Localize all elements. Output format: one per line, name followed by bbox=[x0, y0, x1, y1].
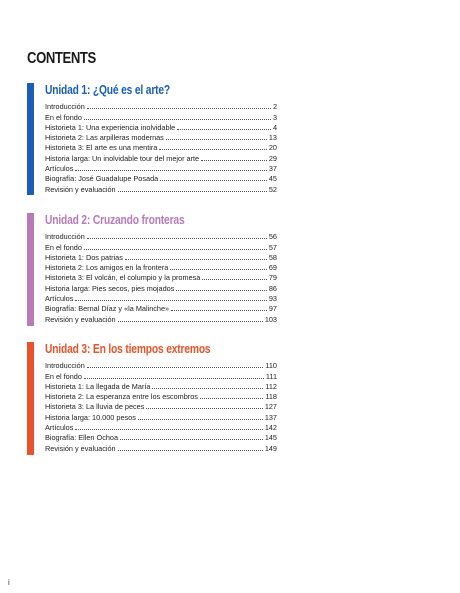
dot-leader bbox=[87, 107, 271, 109]
dot-leader bbox=[152, 387, 263, 389]
toc-entry[interactable] bbox=[45, 370, 277, 380]
toc-entry-label: Revisión y evaluación bbox=[45, 443, 116, 453]
toc-entry[interactable] bbox=[45, 132, 277, 142]
toc-entry-page: 2 bbox=[272, 102, 277, 112]
toc-entry-page: 13 bbox=[268, 133, 277, 143]
dot-leader bbox=[84, 248, 267, 250]
toc-entry-page: 4 bbox=[272, 122, 277, 132]
toc-entry-label: Historia larga: 10.000 pesos bbox=[45, 412, 136, 422]
toc-entry-label: Historia larga: Un inolvidable tour del mejor arte bbox=[45, 153, 200, 163]
toc-entry[interactable] bbox=[45, 183, 277, 193]
toc-entry-label: Historieta 2: Las arpilleras modernas bbox=[45, 133, 164, 143]
toc-entry-label: En el fondo bbox=[45, 371, 82, 381]
toc-entry-page: 45 bbox=[268, 174, 277, 184]
toc-entry-label: Introducción bbox=[45, 232, 85, 242]
dot-leader bbox=[170, 268, 267, 270]
dot-leader bbox=[118, 320, 263, 322]
toc-entry-page: 127 bbox=[264, 402, 277, 412]
toc-entry[interactable] bbox=[45, 401, 277, 411]
dot-leader bbox=[177, 128, 271, 130]
toc-entry-label: Introducción bbox=[45, 361, 85, 371]
dot-leader bbox=[118, 190, 267, 192]
toc-entry-label: Biografía: José Guadalupe Posada bbox=[45, 174, 159, 184]
page-title: CONTENTS bbox=[27, 50, 96, 67]
toc-entry-page: 37 bbox=[268, 164, 277, 174]
unit-title[interactable]: Unidad 2: Cruzando fronteras bbox=[45, 213, 185, 227]
toc-entry-label: Artículos bbox=[45, 423, 74, 433]
toc-entry-label: Historieta 3: El arte es una mentira bbox=[45, 143, 158, 153]
toc-entry-page: 145 bbox=[264, 433, 277, 443]
dot-leader bbox=[120, 438, 263, 440]
toc-entry-label: Historieta 1: Dos patrias bbox=[45, 252, 123, 262]
page-number: i bbox=[8, 578, 10, 587]
toc-entry-label: En el fondo bbox=[45, 242, 82, 252]
toc-entry[interactable] bbox=[45, 252, 277, 262]
unit-section bbox=[27, 342, 277, 455]
dot-leader bbox=[87, 237, 267, 239]
dot-leader bbox=[160, 179, 267, 181]
toc-entry[interactable] bbox=[45, 101, 277, 111]
toc-list bbox=[45, 101, 277, 194]
toc-entry-label: Historieta 3: La lluvia de peces bbox=[45, 402, 145, 412]
toc-entry[interactable] bbox=[45, 111, 277, 121]
toc-entry-page: 111 bbox=[265, 371, 277, 381]
dot-leader bbox=[166, 138, 267, 140]
toc-entry-label: Historieta 3: El volcán, el columpio y la promesa bbox=[45, 273, 201, 283]
toc-entry[interactable] bbox=[45, 122, 277, 132]
toc-entry[interactable] bbox=[45, 432, 277, 442]
toc-entry[interactable] bbox=[45, 422, 277, 432]
toc-entry-page: 137 bbox=[264, 412, 277, 422]
toc-entry-page: 97 bbox=[268, 304, 277, 314]
toc-entry[interactable] bbox=[45, 381, 277, 391]
unit-color-bar bbox=[27, 83, 34, 195]
toc-entry-page: 112 bbox=[265, 381, 277, 391]
toc-entry-label: Revisión y evaluación bbox=[45, 184, 116, 194]
toc-list bbox=[45, 360, 277, 453]
toc-entry-page: 93 bbox=[268, 294, 277, 304]
toc-entry-label: Revisión y evaluación bbox=[45, 314, 116, 324]
dot-leader bbox=[125, 258, 267, 260]
toc-entry-label: Historieta 2: La esperanza entre los escombros bbox=[45, 392, 198, 402]
toc-entry-page: 3 bbox=[272, 112, 277, 122]
dot-leader bbox=[75, 169, 266, 171]
dot-leader bbox=[84, 118, 271, 120]
dot-leader bbox=[176, 289, 267, 291]
unit-color-bar bbox=[27, 342, 34, 455]
dot-leader bbox=[138, 418, 263, 420]
toc-entry[interactable] bbox=[45, 272, 277, 282]
toc-entry[interactable] bbox=[45, 152, 277, 162]
toc-entry-label: Historia larga: Pies secos, pies mojados bbox=[45, 283, 175, 293]
toc-entry-label: Historieta 2: Los amigos en la frontera bbox=[45, 263, 169, 273]
toc-entry[interactable] bbox=[45, 262, 277, 272]
toc-entry-page: 29 bbox=[268, 153, 277, 163]
toc-entry[interactable] bbox=[45, 241, 277, 251]
unit-section bbox=[27, 213, 277, 326]
toc-entry-label: Historieta 1: Una experiencia inolvidable bbox=[45, 122, 176, 132]
unit-title[interactable]: Unidad 3: En los tiempos extremos bbox=[45, 342, 211, 356]
toc-entry-label: Biografía: Ellen Ochoa bbox=[45, 433, 119, 443]
toc-entry-page: 86 bbox=[268, 283, 277, 293]
toc-entry[interactable] bbox=[45, 173, 277, 183]
toc-entry[interactable] bbox=[45, 163, 277, 173]
toc-entry-page: 56 bbox=[268, 232, 277, 242]
dot-leader bbox=[146, 407, 262, 409]
toc-entry-label: Biografía: Bernal Díaz y «la Malinche» bbox=[45, 304, 170, 314]
toc-entry[interactable] bbox=[45, 282, 277, 292]
toc-entry[interactable] bbox=[45, 303, 277, 313]
dot-leader bbox=[118, 449, 263, 451]
toc-entry-label: Artículos bbox=[45, 164, 74, 174]
toc-entry-page: 58 bbox=[268, 252, 277, 262]
toc-entry-page: 57 bbox=[268, 242, 277, 252]
dot-leader bbox=[75, 428, 262, 430]
unit-color-bar bbox=[27, 213, 34, 326]
toc-entry-page: 103 bbox=[264, 314, 277, 324]
toc-entry-page: 20 bbox=[268, 143, 277, 153]
dot-leader bbox=[201, 159, 267, 161]
toc-entry-page: 110 bbox=[265, 361, 277, 371]
toc-entry-page: 149 bbox=[264, 443, 277, 453]
toc-entry[interactable] bbox=[45, 360, 277, 370]
dot-leader bbox=[159, 148, 267, 150]
toc-entry-label: Historieta 1: La llegada de María bbox=[45, 381, 151, 391]
toc-list bbox=[45, 231, 277, 324]
toc-entry-page: 52 bbox=[268, 184, 277, 194]
unit-section bbox=[27, 83, 277, 195]
toc-entry-label: En el fondo bbox=[45, 112, 82, 122]
unit-title[interactable]: Unidad 1: ¿Qué es el arte? bbox=[45, 83, 171, 97]
toc-entry-label: Artículos bbox=[45, 294, 74, 304]
toc-entry-page: 142 bbox=[264, 423, 277, 433]
toc-entry[interactable] bbox=[45, 391, 277, 401]
toc-entry[interactable] bbox=[45, 293, 277, 303]
toc-entry[interactable] bbox=[45, 313, 277, 323]
toc-entry[interactable] bbox=[45, 442, 277, 452]
toc-entry[interactable] bbox=[45, 411, 277, 421]
dot-leader bbox=[75, 299, 266, 301]
toc-entry-page: 79 bbox=[268, 273, 277, 283]
dot-leader bbox=[202, 278, 267, 280]
toc-entry[interactable] bbox=[45, 231, 277, 241]
toc-entry-label: Introducción bbox=[45, 102, 85, 112]
dot-leader bbox=[171, 309, 267, 311]
toc-entry-page: 69 bbox=[268, 263, 277, 273]
toc-entry-page: 118 bbox=[265, 392, 277, 402]
dot-leader bbox=[200, 397, 263, 399]
toc-entry[interactable] bbox=[45, 142, 277, 152]
dot-leader bbox=[87, 366, 264, 368]
dot-leader bbox=[84, 377, 264, 379]
